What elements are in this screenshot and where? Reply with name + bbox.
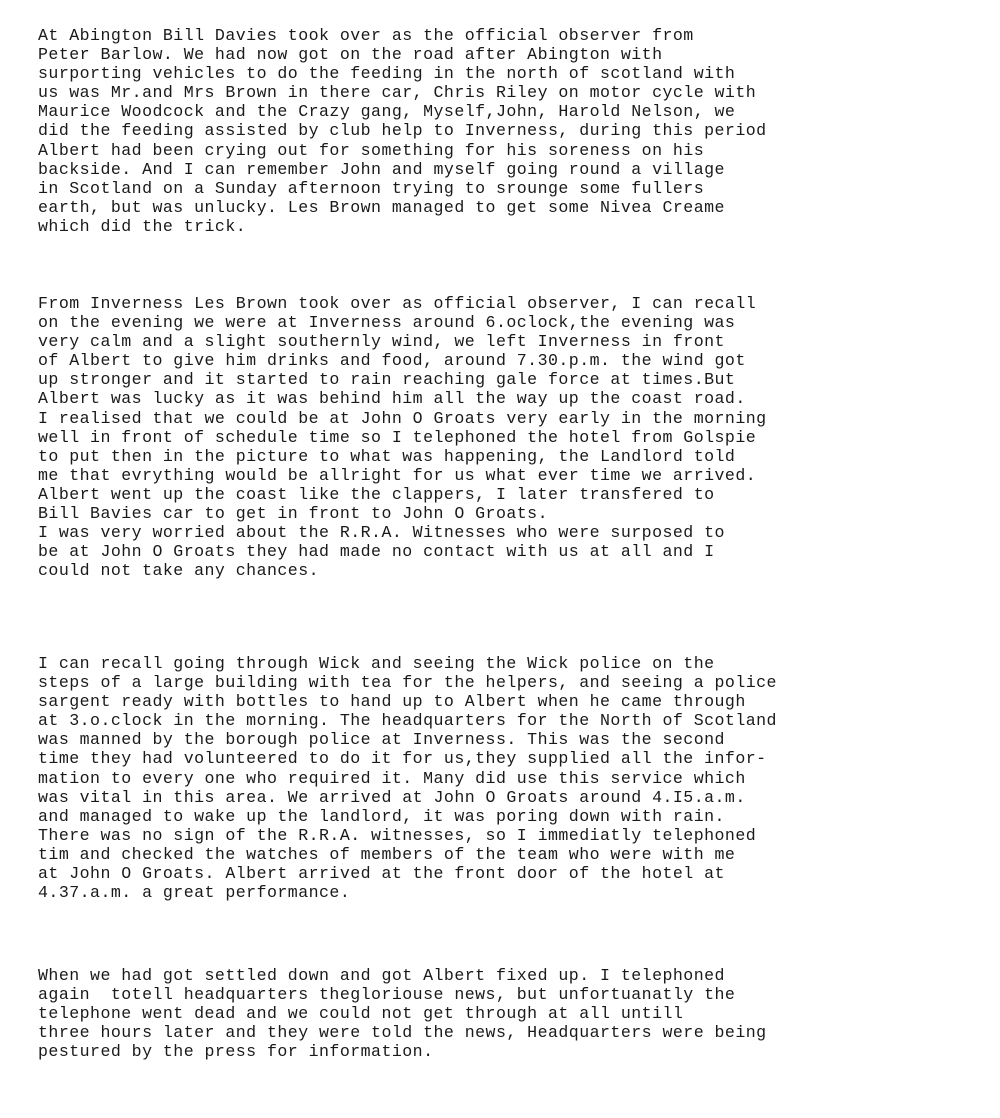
- paragraph-inverness: [38, 294, 988, 580]
- text-line: in Scotland on a Sunday afternoon trying to srounge some fullers: [38, 178, 705, 198]
- text-line: There was no sign of the R.R.A. witnesses, so I immediatly telephoned: [38, 825, 757, 845]
- text-line: earth, but was unlucky. Les Brown managed to get some Nivea Creame: [38, 197, 725, 217]
- text-line: on the evening we were at Inverness around 6.oclock,the evening was: [38, 313, 736, 333]
- text-line: mation to every one who required it. Many did use this service which: [38, 768, 746, 788]
- text-line: three hours later and they were told the news, Headquarters were being: [38, 1023, 767, 1043]
- text-line: very calm and a slight southernly wind, we left Inverness in front: [38, 332, 725, 352]
- text-line: Albert was lucky as it was behind him all the way up the coast road.: [38, 389, 746, 409]
- text-line: to put then in the picture to what was happening, the Landlord told: [38, 446, 736, 466]
- text-line: Maurice Woodcock and the Crazy gang, Myself,John, Harold Nelson, we: [38, 102, 736, 122]
- text-line: time they had volunteered to do it for us,they supplied all the infor-: [38, 749, 767, 769]
- text-line: I was very worried about the R.R.A. Witnesses who were surposed to: [38, 523, 725, 543]
- text-line: us was Mr.and Mrs Brown in there car, Chris Riley on motor cycle with: [38, 83, 757, 103]
- text-line: Albert went up the coast like the clappers, I later transfered to: [38, 484, 715, 504]
- text-line: From Inverness Les Brown took over as official observer, I can recall: [38, 294, 757, 313]
- text-line: When we had got settled down and got Albert fixed up. I telephoned: [38, 966, 725, 985]
- text-line: at John O Groats. Albert arrived at the front door of the hotel at: [38, 864, 725, 884]
- text-line: telephone went dead and we could not get through at all untill: [38, 1004, 684, 1024]
- text-line: which did the trick.: [38, 216, 247, 236]
- text-line: and managed to wake up the landlord, it was poring down with rain.: [38, 806, 725, 826]
- paragraph-headquarters-news: [38, 966, 988, 1061]
- text-line: backside. And I can remember John and myself going round a village: [38, 159, 725, 179]
- text-line: of Albert to give him drinks and food, around 7.30.p.m. the wind got: [38, 351, 746, 371]
- text-line: pestured by the press for information.: [38, 1042, 434, 1062]
- text-line: could not take any chances.: [38, 561, 320, 581]
- text-line: at 3.o.clock in the morning. The headquarters for the North of Scotland: [38, 711, 777, 731]
- paragraph-wick: [38, 654, 988, 902]
- text-line: I can recall going through Wick and seeing the Wick police on the: [38, 654, 715, 673]
- text-line: sargent ready with bottles to hand up to Albert when he came through: [38, 692, 746, 712]
- text-line: steps of a large building with tea for the helpers, and seeing a police: [38, 673, 777, 693]
- text-line: me that evrything would be allright for us what ever time we arrived.: [38, 465, 757, 485]
- text-line: again totell headquarters thegloriouse news, but unfortuanatly the: [38, 985, 736, 1005]
- text-line: did the feeding assisted by club help to Inverness, during this period: [38, 121, 767, 141]
- text-line: well in front of schedule time so I telephoned the hotel from Golspie: [38, 427, 757, 447]
- text-line: was vital in this area. We arrived at John O Groats around 4.I5.a.m.: [38, 787, 746, 807]
- text-line: At Abington Bill Davies took over as the official observer from: [38, 26, 694, 45]
- text-line: I realised that we could be at John O Groats very early in the morning: [38, 408, 767, 428]
- paragraph-abington: [38, 26, 988, 236]
- text-line: be at John O Groats they had made no contact with us at all and I: [38, 542, 715, 562]
- text-line: tim and checked the watches of members of the team who were with me: [38, 844, 736, 864]
- text-line: Peter Barlow. We had now got on the road after Abington with: [38, 45, 663, 65]
- text-line: 4.37.a.m. a great performance.: [38, 883, 351, 903]
- text-line: was manned by the borough police at Inverness. This was the second: [38, 730, 725, 750]
- text-line: Albert had been crying out for something for his soreness on his: [38, 140, 705, 160]
- text-line: Bill Bavies car to get in front to John O Groats.: [38, 504, 548, 524]
- text-line: up stronger and it started to rain reaching gale force at times.But: [38, 370, 736, 390]
- text-line: surporting vehicles to do the feeding in the north of scotland with: [38, 64, 736, 84]
